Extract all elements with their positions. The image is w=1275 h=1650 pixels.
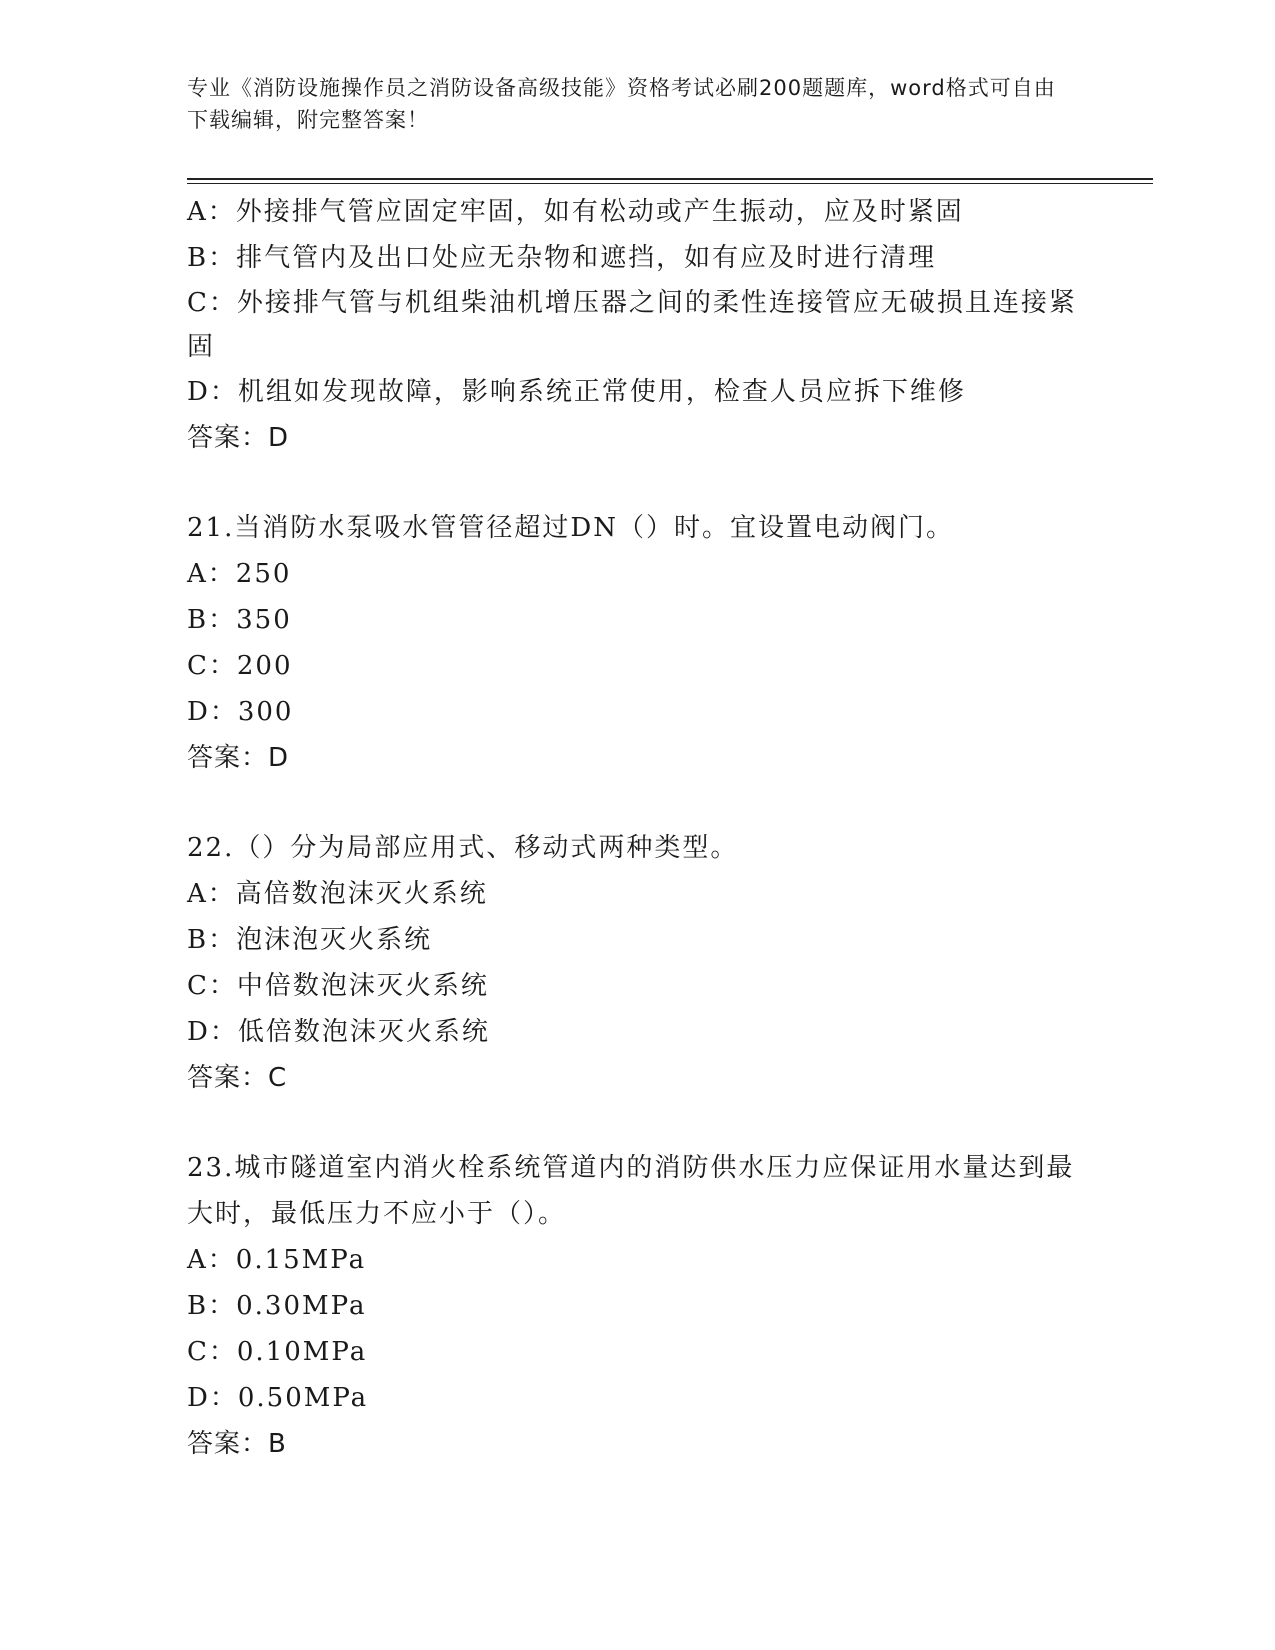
answer: 答案：C (187, 1063, 288, 1093)
option-d: D：0.50MPa (187, 1383, 369, 1413)
answer: 答案：D (187, 743, 290, 773)
option-a: A：0.15MPa (187, 1245, 367, 1275)
option-b: B：排气管内及出口处应无杂物和遮挡，如有应及时进行清理 (187, 243, 937, 273)
option-d: D：机组如发现故障，影响系统正常使用，检查人员应拆下维修 (187, 377, 966, 407)
question-block (187, 1145, 1087, 1467)
header-divider (187, 178, 1153, 180)
option-d: D：低倍数泡沫灭火系统 (187, 1017, 490, 1047)
answer: 答案：D (187, 423, 290, 453)
option-d: D：300 (187, 697, 294, 727)
option-a: A：外接排气管应固定牢固，如有松动或产生振动，应及时紧固 (187, 197, 964, 227)
option-b: B：泡沫泡灭火系统 (187, 925, 433, 955)
header-divider-thin (187, 183, 1153, 184)
question-block (187, 825, 1087, 1101)
question-stem: 23.城市隧道室内消火栓系统管道内的消防供水压力应保证用水量达到最大时，最低压力不应小于（）。 (187, 1153, 1075, 1229)
question-stem: 22.（）分为局部应用式、移动式两种类型。 (187, 833, 739, 863)
question-stem: 21.当消防水泵吸水管管径超过DN（）时。宜设置电动阀门。 (187, 513, 954, 543)
option-a: A：250 (187, 559, 292, 589)
spacer (187, 1101, 1087, 1145)
question-list (187, 189, 1087, 1467)
option-c: C：外接排气管与机组柴油机增压器之间的柔性连接管应无破损且连接紧固 (187, 288, 1077, 362)
answer: 答案：B (187, 1429, 287, 1459)
option-c: C：中倍数泡沫灭火系统 (187, 971, 489, 1001)
spacer (187, 781, 1087, 825)
option-a: A：高倍数泡沫灭火系统 (187, 879, 488, 909)
question-block (187, 505, 1087, 781)
option-b: B：350 (187, 605, 292, 635)
option-c: C：0.10MPa (187, 1337, 368, 1367)
spacer (187, 461, 1087, 505)
option-c: C：200 (187, 651, 293, 681)
question-block (187, 189, 1087, 461)
document-header: 专业《消防设施操作员之消防设备高级技能》资格考试必刷200题题库，word格式可自由下载编辑，附完整答案！ (187, 76, 1056, 132)
option-b: B：0.30MPa (187, 1291, 367, 1321)
